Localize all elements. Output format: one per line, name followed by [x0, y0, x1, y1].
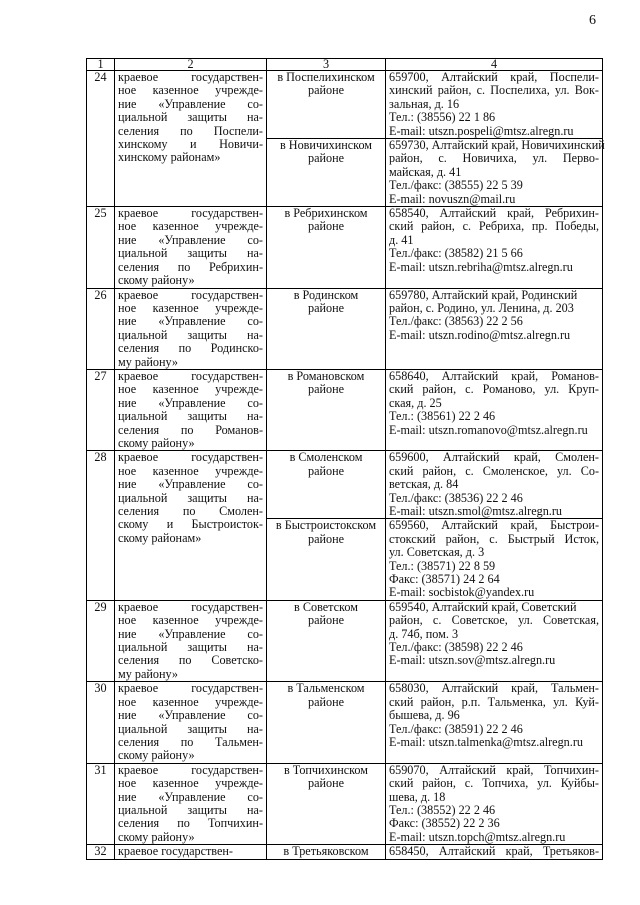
- email-line[interactable]: E-mail: utszn.sov@mtsz.alregn.ru: [389, 653, 556, 668]
- text-line: циальной защиты на-: [118, 721, 263, 736]
- text-line: скому району»: [118, 273, 195, 288]
- address-line: 659700, Алтайский край, Поспели-: [389, 70, 599, 84]
- text-line: циальной защиты на-: [118, 246, 263, 261]
- address-line: ул. Советская, д. 3: [389, 545, 485, 560]
- contact-address: [386, 763, 603, 844]
- district-line: в Смоленском: [289, 450, 363, 465]
- text-line: краевое государствен-: [118, 368, 263, 383]
- district-unit: [267, 451, 386, 519]
- text-line: ное казенное учрежде-: [118, 463, 263, 478]
- text-line: краевое государствен-: [118, 206, 263, 221]
- address-line: 658450, Алтайский край, Третьяков-: [389, 844, 599, 859]
- text-line: циальной защиты на-: [118, 327, 263, 342]
- district-line: в Советском: [294, 599, 358, 614]
- address-line: майская, д. 41: [389, 164, 462, 179]
- contact-address: [386, 451, 603, 519]
- address-line: 658540, Алтайский край, Ребрихин-: [389, 206, 599, 221]
- district-line: в Родинском: [293, 287, 359, 302]
- district-unit: [267, 71, 386, 139]
- district-unit: [267, 600, 386, 681]
- address-line: д. 41: [389, 232, 414, 247]
- table-row: [87, 71, 603, 139]
- district-unit: [267, 519, 386, 600]
- district-line: в Ребрихинском: [284, 206, 368, 221]
- address-line: ветская, д. 84: [389, 477, 459, 492]
- column-header-2: 2: [115, 59, 267, 71]
- district-line: в Топчихинском: [283, 762, 369, 777]
- text-line: циальной защиты на-: [118, 640, 263, 655]
- district-line: районе: [307, 463, 345, 478]
- district-unit: [267, 845, 386, 859]
- row-number: 25: [87, 207, 115, 288]
- district-line: районе: [307, 382, 345, 397]
- text-line: краевое государствен-: [118, 762, 263, 777]
- district-unit: [267, 288, 386, 369]
- district-line: районе: [307, 776, 345, 791]
- text-line: скому и Быстроисток-: [118, 517, 263, 532]
- address-line: д. 74б, пом. 3: [389, 626, 459, 641]
- page-number: 6: [589, 13, 596, 28]
- district-unit: [267, 139, 386, 207]
- address-line: 659560, Алтайский край, Быстрои-: [389, 518, 599, 533]
- text-line: ное казенное учрежде-: [118, 219, 263, 234]
- row-number: 30: [87, 682, 115, 763]
- email-line[interactable]: E-mail: utszn.romanovo@mtsz.alregn.ru: [389, 422, 588, 437]
- table-row: [87, 369, 603, 450]
- institution-name: [115, 369, 267, 450]
- email-line[interactable]: E-mail: socbistok@yandex.ru: [389, 585, 535, 600]
- table-row: [87, 288, 603, 369]
- email-line[interactable]: E-mail: utszn.smol@mtsz.alregn.ru: [389, 504, 563, 518]
- table-row: [87, 600, 603, 681]
- district-unit: [267, 682, 386, 763]
- district-line: районе: [307, 83, 345, 98]
- district-line: в Романовском: [287, 368, 365, 383]
- district-line: в Тальменском: [287, 681, 365, 696]
- address-line: район, с. Родино, ул. Ленина, д. 203: [389, 300, 574, 315]
- district-line: районе: [307, 531, 345, 546]
- text-line: селения по Поспели-: [118, 123, 263, 138]
- institution-name: [115, 600, 267, 681]
- table-row: [87, 763, 603, 844]
- district-line: районе: [307, 151, 345, 166]
- text-line: скому району»: [118, 829, 195, 844]
- contact-address: [386, 845, 603, 859]
- row-number: 24: [87, 71, 115, 207]
- column-header-3: 3: [267, 59, 386, 71]
- contact-address: [386, 288, 603, 369]
- text-line: циальной защиты на-: [118, 802, 263, 817]
- text-line: хинскому районам»: [118, 150, 221, 165]
- address-line: 658640, Алтайский край, Романов-: [389, 368, 599, 383]
- address-line: зальная, д. 16: [389, 96, 460, 111]
- table-row: [87, 845, 603, 859]
- institution-name: [115, 207, 267, 288]
- email-line[interactable]: E-mail: utszn.rodino@mtsz.alregn.ru: [389, 327, 571, 342]
- text-line: ное казенное учрежде-: [118, 694, 263, 709]
- district-line: в Новичихинском: [279, 138, 373, 153]
- district-line: в Поспелихинском: [277, 70, 375, 84]
- address-line: Тел./факс: (38598) 22 2 46: [389, 640, 523, 655]
- registry-table: [86, 58, 603, 860]
- text-line: краевое государствен-: [118, 844, 233, 859]
- text-line: ние «Управление со-: [118, 96, 263, 111]
- contact-address: [386, 600, 603, 681]
- institution-name: [115, 763, 267, 844]
- address-line: ский район, р.п. Тальменка, ул. Куй-: [389, 694, 599, 709]
- email-line[interactable]: E-mail: utszn.talmenka@mtsz.alregn.ru: [389, 734, 583, 749]
- address-line: стокский район, с. Быстрый Исток,: [389, 531, 599, 546]
- row-number: 32: [87, 845, 115, 859]
- text-line: селения по Ребрихин-: [118, 259, 263, 274]
- row-number: 28: [87, 451, 115, 600]
- text-line: циальной защиты на-: [118, 409, 263, 424]
- address-line: ский район, с. Ребриха, пр. Победы,: [389, 219, 599, 234]
- address-line: Тел.: (38556) 22 1 86: [389, 110, 496, 125]
- address-line: Тел./факс: (38536) 22 2 46: [389, 490, 523, 505]
- text-line: селения по Тальмен-: [118, 734, 263, 749]
- text-line: ное казенное учрежде-: [118, 83, 263, 98]
- text-line: селения по Смолен-: [118, 504, 263, 518]
- address-line: ский район, с. Романово, ул. Круп-: [389, 382, 599, 397]
- district-line: районе: [307, 613, 345, 628]
- row-number: 27: [87, 369, 115, 450]
- text-line: скому району»: [118, 748, 195, 763]
- institution-name: [115, 682, 267, 763]
- column-header-4: 4: [386, 59, 603, 71]
- row-number: 31: [87, 763, 115, 844]
- contact-address: [386, 369, 603, 450]
- contact-address: [386, 682, 603, 763]
- column-header-1: 1: [87, 59, 115, 71]
- text-line: ное казенное учрежде-: [118, 300, 263, 315]
- contact-address: [386, 139, 603, 207]
- address-line: Факс: (38571) 24 2 64: [389, 572, 500, 587]
- text-line: ное казенное учрежде-: [118, 776, 263, 791]
- address-line: Тел.: (38552) 22 2 46: [389, 802, 496, 817]
- text-line: селения по Топчихин-: [118, 816, 263, 831]
- email-line[interactable]: E-mail: utszn.rebriha@mtsz.alregn.ru: [389, 259, 573, 274]
- text-line: ние «Управление со-: [118, 477, 263, 492]
- header-row: [87, 59, 603, 71]
- district-line: районе: [307, 219, 345, 234]
- text-line: скому районам»: [118, 530, 202, 545]
- text-line: му району»: [118, 354, 178, 369]
- text-line: краевое государствен-: [118, 450, 263, 465]
- text-line: селения по Романов-: [118, 422, 263, 437]
- email-line[interactable]: E-mail: novuszn@mail.ru: [389, 191, 516, 206]
- address-line: ский район, с. Смоленское, ул. Со-: [389, 463, 599, 478]
- table-row: [87, 207, 603, 288]
- address-line: 659730, Алтайский край, Новичихинский: [389, 138, 605, 153]
- address-line: Факс: (38552) 22 2 36: [389, 816, 500, 831]
- institution-name: [115, 845, 267, 859]
- text-line: ние «Управление со-: [118, 232, 263, 247]
- text-line: краевое государствен-: [118, 599, 263, 614]
- address-line: Тел.: (38561) 22 2 46: [389, 409, 496, 424]
- text-line: краевое государствен-: [118, 70, 263, 84]
- text-line: хинскому и Новичи-: [118, 137, 263, 152]
- district-line: районе: [307, 694, 345, 709]
- contact-address: [386, 519, 603, 600]
- table-body: [87, 71, 603, 860]
- email-line[interactable]: E-mail: utszn.pospeli@mtsz.alregn.ru: [389, 123, 574, 138]
- address-line: 659540, Алтайский край, Советский: [389, 599, 577, 614]
- text-line: краевое государствен-: [118, 681, 263, 696]
- row-number: 26: [87, 288, 115, 369]
- address-line: район, с. Советское, ул. Советская,: [389, 613, 599, 628]
- address-line: хинский район, с. Поспелиха, ул. Вок-: [389, 83, 599, 98]
- district-unit: [267, 207, 386, 288]
- text-line: краевое государствен-: [118, 287, 263, 302]
- address-line: 658030, Алтайский край, Тальмен-: [389, 681, 599, 696]
- table-row: [87, 682, 603, 763]
- address-line: 659780, Алтайский край, Родинский: [389, 287, 578, 302]
- text-line: селения по Родинско-: [118, 341, 263, 356]
- address-line: Тел./факс: (38591) 22 2 46: [389, 721, 523, 736]
- address-line: Тел./факс: (38563) 22 2 56: [389, 314, 523, 329]
- district-line: в Быстроистокском: [275, 518, 377, 533]
- institution-name: [115, 71, 267, 207]
- district-line: в Третьяковском: [283, 844, 369, 859]
- address-line: 659070, Алтайский край, Топчихин-: [389, 762, 599, 777]
- text-line: ние «Управление со-: [118, 708, 263, 723]
- text-line: ние «Управление со-: [118, 314, 263, 329]
- email-line[interactable]: E-mail: utszn.topch@mtsz.alregn.ru: [389, 829, 566, 844]
- address-line: Тел.: (38571) 22 8 59: [389, 558, 496, 573]
- address-line: Тел./факс: (38555) 22 5 39: [389, 178, 523, 193]
- row-number: 29: [87, 600, 115, 681]
- text-line: ние «Управление со-: [118, 789, 263, 804]
- address-line: ский район, с. Топчиха, ул. Куйбы-: [389, 776, 599, 791]
- address-line: район, с. Новичиха, ул. Перво-: [389, 151, 599, 166]
- institution-name: [115, 451, 267, 600]
- text-line: скому району»: [118, 435, 195, 450]
- district-unit: [267, 369, 386, 450]
- text-line: му району»: [118, 666, 178, 681]
- text-line: циальной защиты на-: [118, 110, 263, 125]
- text-line: циальной защиты на-: [118, 490, 263, 505]
- contact-address: [386, 71, 603, 139]
- district-unit: [267, 763, 386, 844]
- address-line: 659600, Алтайский край, Смолен-: [389, 450, 599, 465]
- table-row: [87, 451, 603, 519]
- district-line: районе: [307, 300, 345, 315]
- text-line: селения по Советско-: [118, 653, 263, 668]
- text-line: ние «Управление со-: [118, 395, 263, 410]
- address-line: ская, д. 25: [389, 395, 442, 410]
- text-line: ное казенное учрежде-: [118, 613, 263, 628]
- institution-name: [115, 288, 267, 369]
- address-line: шева, д. 18: [389, 789, 446, 804]
- text-line: ние «Управление со-: [118, 626, 263, 641]
- contact-address: [386, 207, 603, 288]
- address-line: бышева, д. 96: [389, 708, 460, 723]
- text-line: ное казенное учрежде-: [118, 382, 263, 397]
- address-line: Тел./факс: (38582) 21 5 66: [389, 246, 523, 261]
